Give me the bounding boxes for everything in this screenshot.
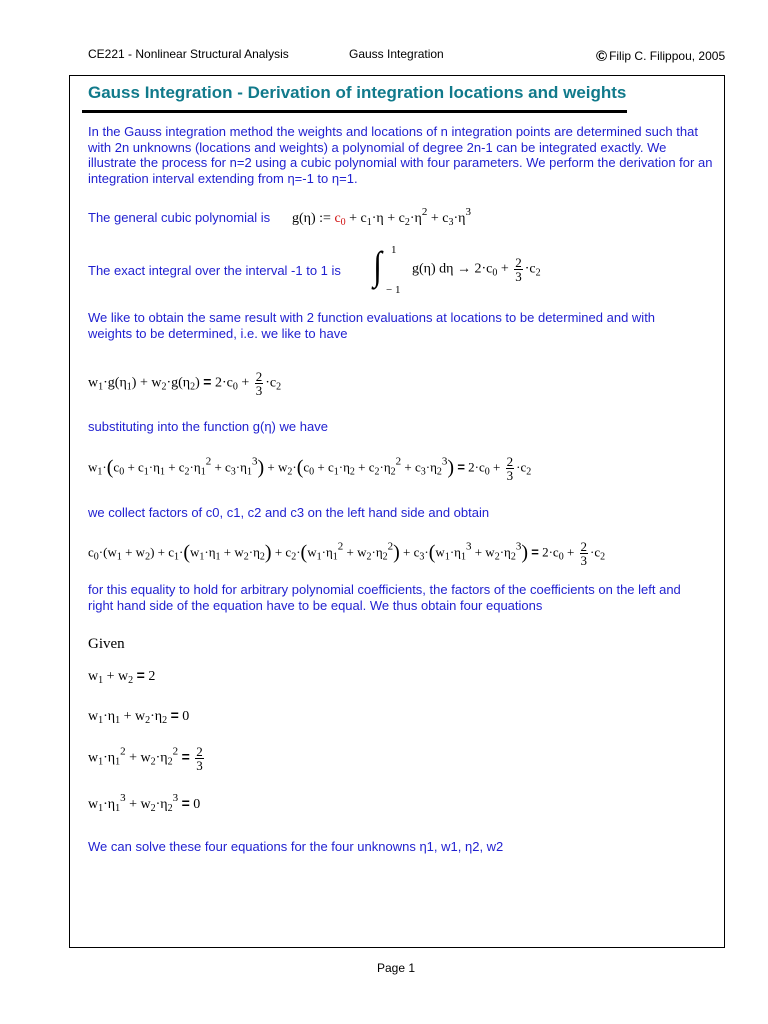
substituted-equation: $w_1\cdot(c_0 + c_1\cdot\eta_1 + c_2\cdot\eta_1^2 + c_3\cdot\eta_1^3) + w_2\cdot(c_0 + c_1\cdot\eta_2 + c_2\cdot\eta_2^2 + c_3\cdot\eta_2^3) = 2\cdot c_0$ + $\frac{2}{3}$ $\cdot c_2$ (88, 454, 532, 483)
collected-equation: $c_0\cdot(w_1 + w_2) + c_1\cdot(w_1\cdot\eta_1 + w_2\cdot\eta_2) + c_2\cdot(w_1\cdot\eta_1^2 + w_2\cdot\eta_2^2) + c_3\cdot(w_1\cdot\eta_1^3 + w_2\cdot\eta_2^3) = 2\cdot c_0$ + $\frac{2}{3}$ $\cdot c_2$ (88, 539, 606, 568)
intro-paragraph: In the Gauss integration method the weights and locations of n integration points are determined such that with 2n unknowns (locations and weights) a polynomial of degree 2n-1 can be integrated exactly. We illustrate the process for n=2 using a cubic polynomial with four parameters. We perform the derivation for an integration interval extending from η=-1 to η=1. (88, 124, 713, 186)
two-point-rule-equation: $w_1\cdot g(\eta_1) + w_2\cdot g(\eta_2) = 2\cdot c_0$ + $\frac{2}{3}$ $\cdot c_2$ (88, 369, 282, 398)
cubic-polynomial-formula: g(η) := $c_0 + c_1\cdot\eta + c_2\cdot\eta^2 + c_3\cdot\eta^3$ (292, 206, 471, 228)
equation-third-moment: $w_1\cdot\eta_1^3 + w_2\cdot\eta_2^3 = 0$ (88, 792, 201, 814)
exact-integral-formula: g(η) $d\eta \to 2\cdot c_0$ + $\frac{2}{3}$ $\cdot c_2$ (412, 255, 541, 284)
header-author (596, 47, 725, 64)
exact-integral-label: The exact integral over the interval -1 to 1 is (88, 263, 341, 278)
integral-sign: ∫ (373, 243, 382, 288)
integral-upper-limit: 1 (391, 244, 397, 256)
title-underline (82, 110, 627, 113)
solve-paragraph: We can solve these four equations for the four unknowns η1, w1, η2, w2 (88, 839, 504, 854)
header-author-text: Filip C. Filippou, 2005 (609, 49, 726, 63)
copyright-icon: © (596, 48, 608, 65)
equation-first-moment: $w_1\cdot\eta_1 + w_2\cdot\eta_2 = 0$ (88, 707, 190, 726)
page-number: Page 1 (377, 961, 416, 975)
integral-lower-limit: − 1 (386, 284, 401, 296)
header-course: CE221 - Nonlinear Structural Analysis (88, 47, 289, 61)
equation-second-moment: $w_1\cdot\eta_1^2 + w_2\cdot\eta_2^2$ = $\frac{2}{3}$ (88, 744, 203, 773)
header-topic: Gauss Integration (349, 47, 444, 61)
same-result-paragraph: We like to obtain the same result with 2 function evaluations at locations to be determined and with weights to be determined, i.e. we like to have (88, 310, 656, 341)
equation-weights-sum: $w_1 + w_2 = 2$ (88, 667, 156, 686)
general-cubic-label: The general cubic polynomial is (88, 210, 271, 225)
substituting-label: substituting into the function g(η) we have (88, 419, 328, 434)
equality-paragraph: for this equality to hold for arbitrary polynomial coefficients, the factors of the coefficients on the left and right hand side of the equation have to be equal. We thus obtain four equations (88, 582, 681, 613)
given-label: Given (88, 636, 125, 652)
collect-factors-label: we collect factors of c0, c1, c2 and c3 on the left hand side and obtain (88, 505, 490, 520)
page-title: Gauss Integration - Derivation of integration locations and weights (88, 83, 627, 102)
